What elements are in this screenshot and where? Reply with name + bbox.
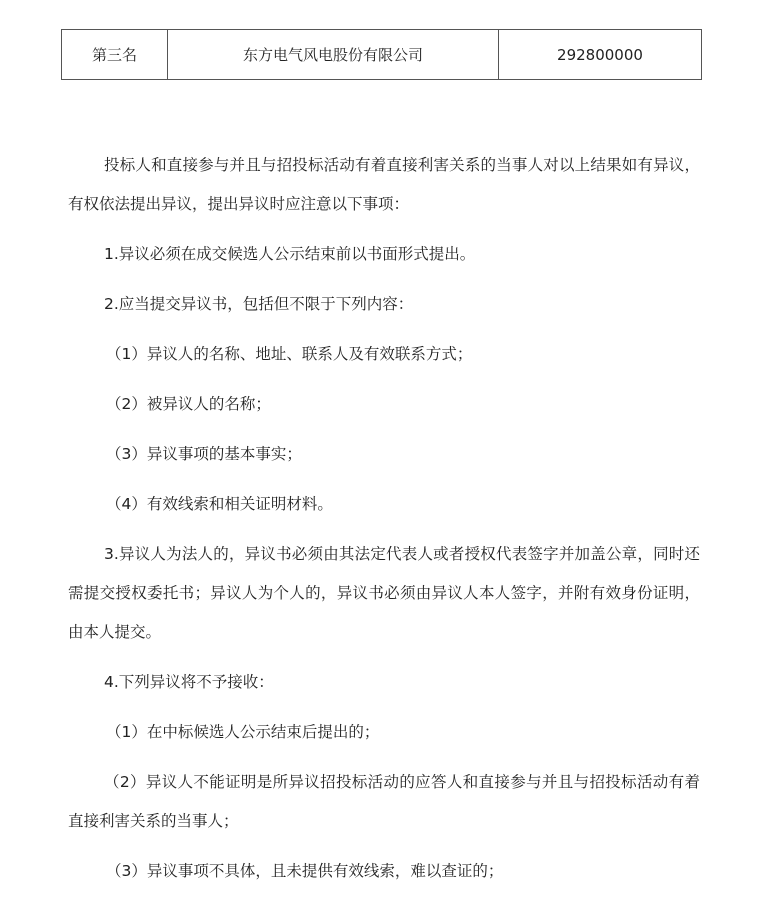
item-2-1: （1）异议人的名称、地址、联系人及有效联系方式； — [106, 345, 473, 363]
item-1: 1.异议必须在成交候选人公示结束前以书面形式提出。 — [104, 245, 476, 263]
item-4-3: （3）异议事项不具体，且未提供有效线索，难以查证的； — [106, 862, 504, 880]
result-table — [61, 29, 702, 80]
item-4: 4.下列异议将不予接收： — [104, 673, 274, 691]
intro-paragraph: 投标人和直接参与并且与招投标活动有着直接利害关系的当事人对以上结果如有异议，有权依法提出异议，提出异议时应注意以下事项： — [68, 156, 700, 213]
item-3: 3.异议人为法人的，异议书必须由其法定代表人或者授权代表签字并加盖公章，同时还需提交授权委托书；异议人为个人的，异议书必须由异议人本人签字，并附有效身份证明，由本人提交。 — [68, 545, 700, 641]
item-4-1: （1）在中标候选人公示结束后提出的； — [106, 723, 380, 741]
item-2-3: （3）异议事项的基本事实； — [106, 445, 302, 463]
item-2-2: （2）被异议人的名称； — [106, 395, 271, 413]
amount-cell: 292800000 — [499, 30, 702, 80]
rank-cell: 第三名 — [62, 30, 168, 80]
item-2: 2.应当提交异议书，包括但不限于下列内容： — [104, 295, 414, 313]
company-cell: 东方电气风电股份有限公司 — [168, 30, 499, 80]
item-4-2: （2）异议人不能证明是所异议招投标活动的应答人和直接参与并且与招投标活动有着直接利害关系的当事人； — [68, 773, 700, 830]
table-row — [62, 30, 702, 80]
notice-body — [68, 146, 700, 891]
item-2-4: （4）有效线索和相关证明材料。 — [106, 495, 333, 513]
